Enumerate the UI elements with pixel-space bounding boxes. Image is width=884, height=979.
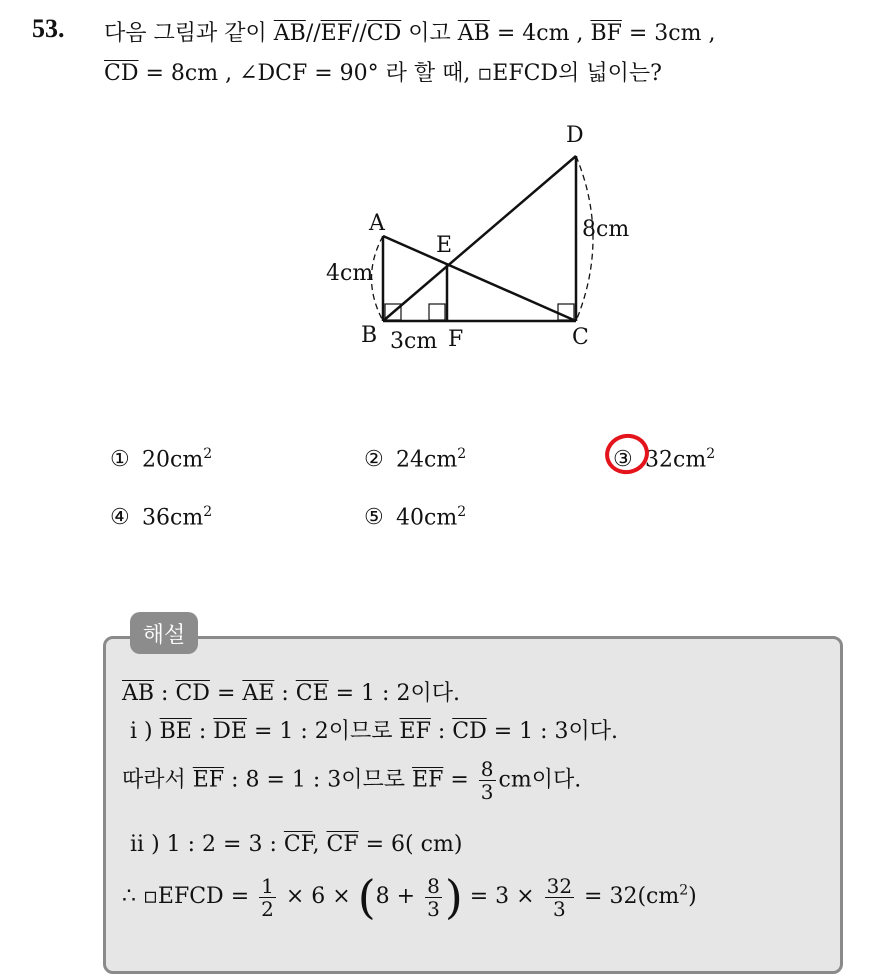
measure-ab: 4cm: [326, 261, 374, 286]
label-f: F: [448, 327, 464, 352]
solution-line-1: $\overline{AB}$ : $\overline{CD} = \overline{AE}$ : $\overline{CE} = 1$ : 2이다.: [122, 681, 460, 706]
choice-4[interactable]: ④ $36cm^2$: [110, 504, 213, 531]
brace-ab: [372, 236, 384, 321]
choice-5[interactable]: ⑤ $40cm^2$: [364, 504, 467, 531]
question-text-line-2: $\overline{CD} = 8cm$ , ∠DCF = 90° 라 할 때, ▫EFCD의 넓이는?: [104, 61, 662, 86]
segment-ac: [383, 236, 576, 321]
right-angle-f: [429, 304, 445, 320]
fraction-32-3: $\frac{32}{3}$: [546, 873, 573, 921]
solution-line-2: i ) $\overline{BE}$ : $\overline{DE} = 1$ : 2이므로 $\overline{EF}$ : $\overline{CD} = 1$ : 3이다.: [130, 719, 619, 744]
choice-3[interactable]: ③ $32cm^2$: [613, 446, 716, 473]
label-e: E: [436, 233, 453, 258]
choice-1[interactable]: ① $20cm^2$: [110, 446, 213, 473]
measure-cd: 8cm: [582, 217, 630, 242]
label-a: A: [369, 211, 385, 236]
question-number: 53.: [32, 14, 65, 43]
fraction-8-3-b: $\frac{8}{3}$: [427, 873, 440, 921]
measure-bf: 3cm: [390, 329, 438, 354]
choice-2[interactable]: ② $24cm^2$: [364, 446, 467, 473]
segment-bd: [383, 156, 576, 321]
solution-line-5: ∴ ▫EFCD = $\frac{1}{2}$ × 6 × (8 + $\frac{8}{3}$ ) = 3 × $\frac{32}{3}$ = $32(cm^2)$: [122, 870, 697, 924]
label-c: C: [572, 325, 589, 350]
label-b: B: [361, 323, 378, 348]
solution-line-4: ii ) 1 : 2 = 3 : $\overline{CF}$, $\overline{CF} = 6$( cm): [130, 832, 463, 857]
solution-line-3: 따라서 $\overline{EF}$ : 8 = 1 : 3이므로 $\overline{EF}$ = $\frac{8}{3}$ cm이다.: [122, 757, 582, 804]
question-text-line-1: 다음 그림과 같이 $\overline{AB}//\overline{EF}//\overline{CD}$ 이고 $\overline{AB} = 4cm$ , $\overline{BF} = 3cm$ ,: [104, 21, 716, 46]
solution-tag: 해설: [130, 612, 198, 654]
geometry-figure: [320, 118, 640, 358]
label-d: D: [566, 123, 584, 148]
fraction-8-3: $\frac{8}{3}$: [480, 757, 494, 804]
fraction-1-2: $\frac{1}{2}$: [261, 873, 274, 921]
